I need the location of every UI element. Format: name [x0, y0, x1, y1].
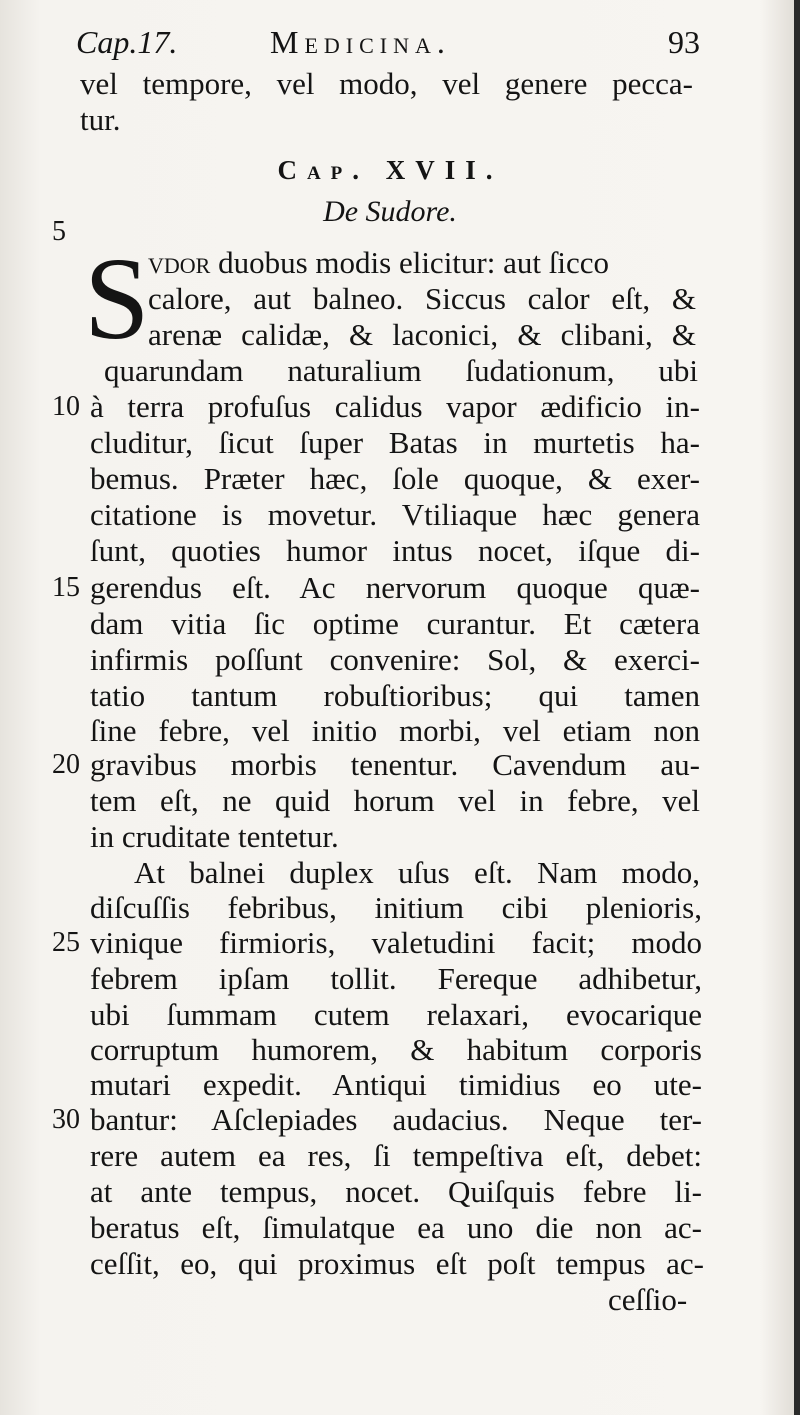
- chapter-subtitle: De Sudore.: [323, 195, 457, 228]
- body-line-26: rere autem ea res, ſi tempeſtiva eſt, debet:: [90, 1138, 702, 1173]
- body-line-1-text: duobus modis elicitur: aut ſicco: [218, 245, 609, 280]
- line-number-10: 10: [52, 391, 80, 422]
- drop-cap: S: [84, 233, 150, 364]
- body-line-17: in cruditate tentetur.: [90, 819, 339, 854]
- body-line-4: quarundam naturalium ſudationum, ubi: [104, 353, 698, 388]
- body-line-12: infirmis poſſunt convenire: Sol, & exerci-: [90, 642, 700, 677]
- body-line-27: at ante tempus, nocet. Quiſquis febre li-: [90, 1174, 702, 1209]
- running-title: Medicina.: [270, 24, 451, 60]
- body-line-7: bemus. Præter hæc, ſole quoque, & exer-: [90, 461, 700, 496]
- first-word-smallcaps: vdor: [148, 245, 211, 280]
- body-line-29: ceſſit, eo, qui proximus eſt poſt tempus ac-: [90, 1246, 704, 1281]
- body-line-25: bantur: Aſclepiades audacius. Neque ter-: [90, 1102, 702, 1137]
- line-number-25: 25: [52, 927, 80, 958]
- body-line-9: ſunt, quoties humor intus nocet, iſque di-: [90, 533, 700, 568]
- body-line-22: ubi ſummam cutem relaxari, evocarique: [90, 997, 702, 1032]
- body-line-23: corruptum humorem, & habitum corporis: [90, 1032, 702, 1067]
- body-line-13: tatio tantum robuſtioribus; qui tamen: [90, 678, 700, 713]
- line-number-20: 20: [52, 749, 80, 780]
- catchword: ceſſio-: [608, 1282, 688, 1317]
- line-number-30: 30: [52, 1104, 80, 1135]
- chapter-heading: Cap. XVII.: [277, 155, 503, 185]
- line-number-15: 15: [52, 572, 80, 603]
- body-line-11: dam vitia ſic optime curantur. Et cætera: [90, 606, 700, 641]
- carry-over-line-1: vel tempore, vel modo, vel genere pecca-: [80, 66, 693, 101]
- body-line-16: tem eſt, ne quid horum vel in febre, vel: [90, 783, 700, 818]
- running-header: [76, 24, 700, 64]
- body-line-24: mutari expedit. Antiqui timidius eo ute-: [90, 1067, 702, 1102]
- body-line-3: arenæ calidæ, & laconici, & clibani, &: [148, 317, 696, 352]
- body-line-21: febrem ipſam tollit. Fereque adhibetur,: [90, 961, 702, 996]
- body-line-15: gravibus morbis tenentur. Cavendum au-: [90, 747, 700, 782]
- body-line-20: vinique firmioris, valetudini facit; modo: [90, 925, 702, 960]
- line-number-5: 5: [52, 216, 66, 247]
- body-line-14: ſine febre, vel initio morbi, vel etiam non: [90, 713, 700, 748]
- body-line-10: gerendus eſt. Ac nervorum quoque quæ-: [90, 570, 700, 605]
- page-edge-shadow: [794, 0, 800, 1415]
- body-line-5: à terra profuſus calidus vapor ædificio in-: [90, 389, 700, 424]
- body-line-18: At balnei duplex uſus eſt. Nam modo,: [134, 855, 700, 890]
- body-line-19: diſcuſſis febribus, initium cibi plenioris,: [90, 890, 702, 925]
- body-line-8: citatione is movetur. Vtiliaque hæc genera: [90, 497, 700, 532]
- body-line-2: calore, aut balneo. Siccus calor eſt, &: [148, 281, 696, 316]
- body-line-1: [148, 245, 609, 281]
- page-number: 93: [668, 24, 700, 60]
- carry-over-line-2: tur.: [80, 102, 121, 137]
- body-line-6: cluditur, ſicut ſuper Batas in murtetis ha-: [90, 425, 700, 460]
- chapter-reference: Cap.17.: [76, 24, 178, 60]
- body-line-28: beratus eſt, ſimulatque ea uno die non ac-: [90, 1210, 702, 1245]
